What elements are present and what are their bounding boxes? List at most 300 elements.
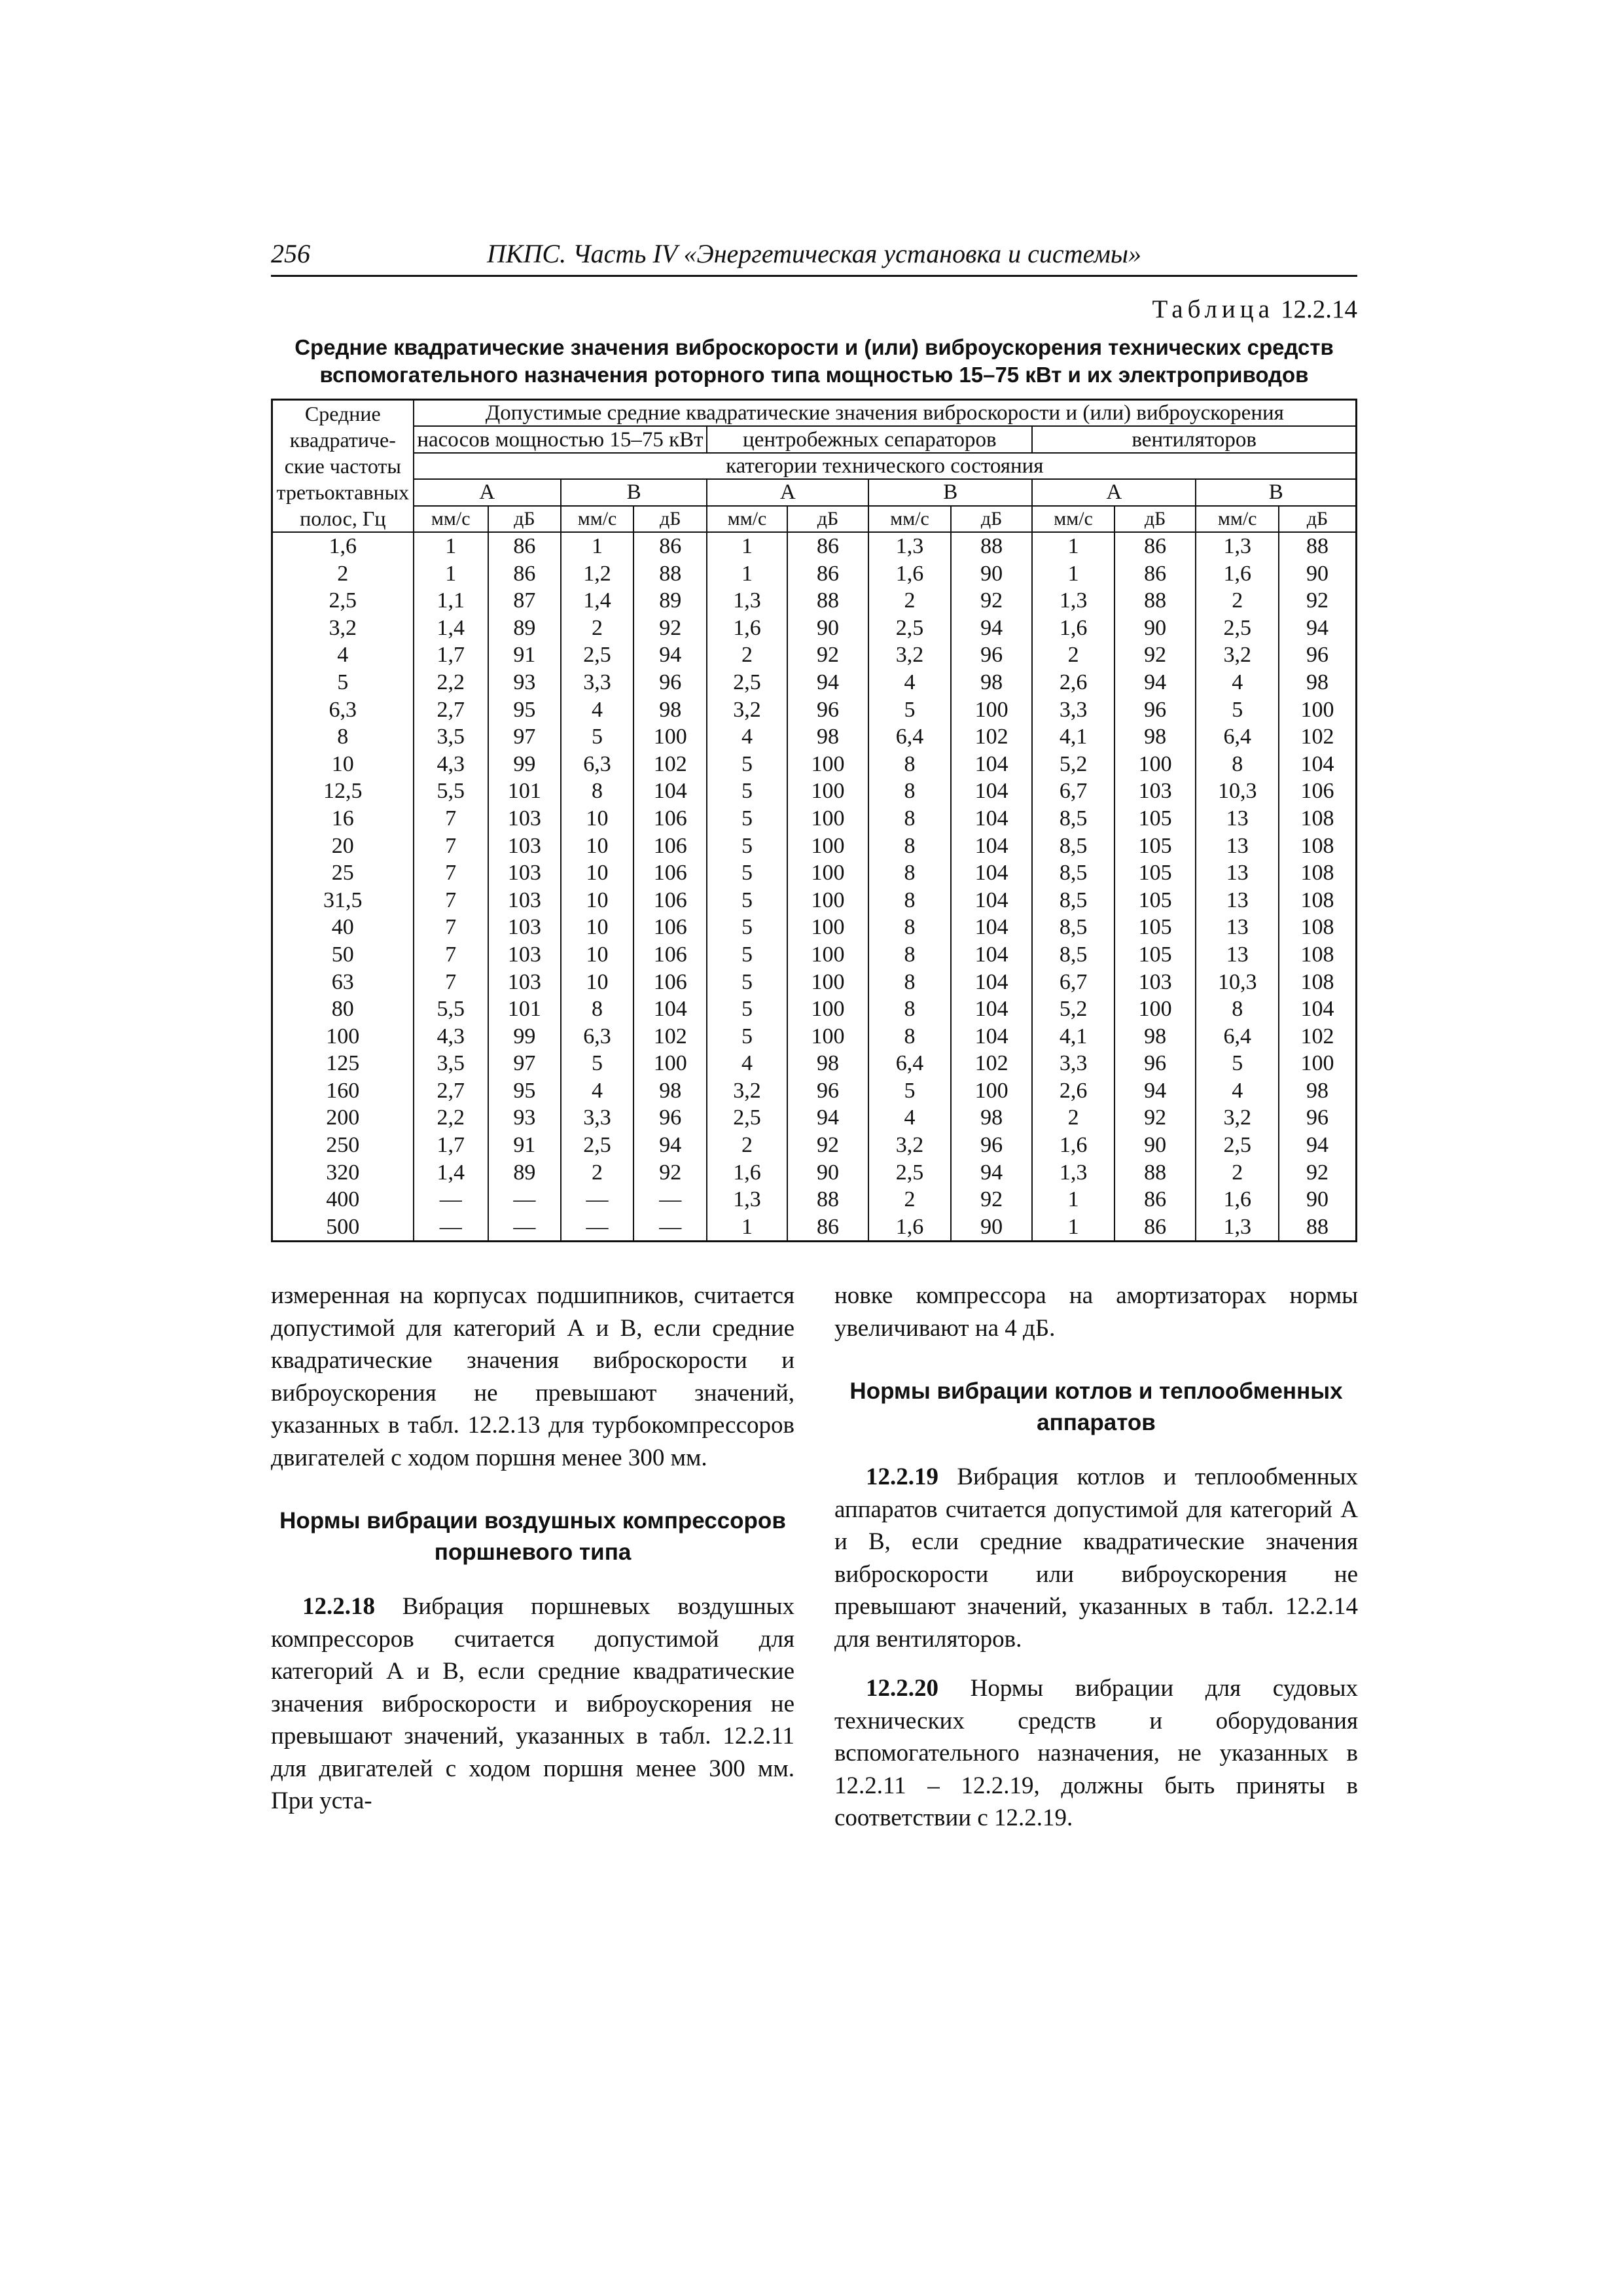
value-cell: 2 bbox=[707, 641, 787, 669]
value-cell: 1,3 bbox=[1196, 532, 1279, 560]
section-heading: Нормы вибрации воздушных компрессоров поршневого типа bbox=[279, 1508, 786, 1565]
frequency-cell: 500 bbox=[272, 1213, 414, 1242]
value-cell: 86 bbox=[787, 1213, 869, 1242]
table-row bbox=[272, 641, 1357, 669]
value-cell: 108 bbox=[1279, 887, 1357, 914]
value-cell: 105 bbox=[1115, 941, 1196, 969]
value-cell: 86 bbox=[1115, 1213, 1196, 1242]
value-cell: 4 bbox=[1196, 1077, 1279, 1105]
unit-label: мм/с bbox=[561, 506, 633, 532]
value-cell: 4,3 bbox=[414, 1023, 488, 1050]
table-row bbox=[272, 887, 1357, 914]
value-cell: 98 bbox=[1279, 1077, 1357, 1105]
value-cell: 105 bbox=[1115, 805, 1196, 833]
value-cell: 106 bbox=[1279, 778, 1357, 805]
unit-label: мм/с bbox=[414, 506, 488, 532]
value-cell: 94 bbox=[787, 1104, 869, 1132]
table-row bbox=[272, 1077, 1357, 1105]
value-cell: 86 bbox=[787, 532, 869, 560]
value-cell: 94 bbox=[1279, 1132, 1357, 1159]
frequency-cell: 8 bbox=[272, 723, 414, 751]
frequency-cell: 12,5 bbox=[272, 778, 414, 805]
table-row bbox=[272, 859, 1357, 887]
value-cell: 86 bbox=[633, 532, 707, 560]
value-cell: 89 bbox=[488, 615, 561, 642]
table-row bbox=[272, 1186, 1357, 1213]
value-cell: 3,2 bbox=[707, 696, 787, 724]
category-label: А bbox=[1032, 479, 1196, 505]
category-header: категории технического состояния bbox=[414, 453, 1357, 479]
table-row bbox=[272, 941, 1357, 969]
value-cell: 86 bbox=[1115, 1186, 1196, 1213]
clause-text: Вибрация котлов и теплообменных аппаратов считается допустимой для категорий А и В, если средние квадратические значения виброскорости или виброускорения не превышают значений, указанных в табл. 12.2.14 для вентиляторов. bbox=[834, 1463, 1358, 1653]
section-heading: Нормы вибрации котлов и теплообменных аппаратов bbox=[849, 1378, 1343, 1435]
value-cell: 90 bbox=[1115, 1132, 1196, 1159]
value-cell: 102 bbox=[951, 1050, 1033, 1077]
value-cell: 96 bbox=[633, 1104, 707, 1132]
value-cell: 3,2 bbox=[868, 641, 951, 669]
value-cell: 100 bbox=[787, 805, 869, 833]
frequency-cell: 160 bbox=[272, 1077, 414, 1105]
value-cell: 5 bbox=[561, 1050, 633, 1077]
value-cell: 97 bbox=[488, 1050, 561, 1077]
value-cell: 100 bbox=[633, 1050, 707, 1077]
value-cell: 2,5 bbox=[1196, 1132, 1279, 1159]
frequency-cell: 200 bbox=[272, 1104, 414, 1132]
value-cell: 104 bbox=[633, 996, 707, 1023]
value-cell: — bbox=[414, 1186, 488, 1213]
value-cell: 90 bbox=[1279, 560, 1357, 588]
row-header-line: Средние bbox=[304, 402, 381, 425]
value-cell: 103 bbox=[488, 941, 561, 969]
value-cell: 98 bbox=[1115, 1023, 1196, 1050]
value-cell: — bbox=[561, 1213, 633, 1242]
value-cell: 1,4 bbox=[561, 587, 633, 615]
value-cell: 100 bbox=[1115, 751, 1196, 778]
value-cell: 2,5 bbox=[868, 615, 951, 642]
value-cell: 5 bbox=[868, 696, 951, 724]
value-cell: 100 bbox=[787, 751, 869, 778]
value-cell: 8 bbox=[868, 833, 951, 860]
table-row bbox=[272, 1132, 1357, 1159]
table-row bbox=[272, 751, 1357, 778]
value-cell: 104 bbox=[951, 778, 1033, 805]
value-cell: 108 bbox=[1279, 941, 1357, 969]
row-header-line: полос, Гц bbox=[300, 507, 386, 530]
clause-text: Вибрация поршневых воздушных компрессоров считается допустимой для категорий А и В, если средние квадратические значения виброскорости и виброускорения не превышают значений, указанных в табл. 12.2.11 для двигателей с ходом поршня менее 300 мм. При уста- bbox=[271, 1593, 794, 1814]
value-cell: 2,6 bbox=[1032, 1077, 1115, 1105]
table-row bbox=[272, 723, 1357, 751]
value-cell: 3,3 bbox=[1032, 696, 1115, 724]
value-cell: 5 bbox=[707, 751, 787, 778]
value-cell: 90 bbox=[787, 615, 869, 642]
value-cell: 8 bbox=[561, 778, 633, 805]
value-cell: 105 bbox=[1115, 914, 1196, 941]
value-cell: 100 bbox=[1115, 996, 1196, 1023]
value-cell: 106 bbox=[633, 833, 707, 860]
clause-number: 12.2.18 bbox=[302, 1593, 375, 1620]
value-cell: — bbox=[633, 1186, 707, 1213]
value-cell: 100 bbox=[951, 1077, 1033, 1105]
value-cell: 10,3 bbox=[1196, 778, 1279, 805]
table-row bbox=[272, 914, 1357, 941]
value-cell: 8 bbox=[868, 887, 951, 914]
category-label: В bbox=[561, 479, 707, 505]
value-cell: 86 bbox=[488, 560, 561, 588]
value-cell: 8 bbox=[868, 859, 951, 887]
value-cell: 2,7 bbox=[414, 696, 488, 724]
value-cell: 2,5 bbox=[707, 669, 787, 696]
unit-label: дБ bbox=[633, 506, 707, 532]
frequency-cell: 25 bbox=[272, 859, 414, 887]
value-cell: 104 bbox=[1279, 996, 1357, 1023]
value-cell: 8,5 bbox=[1032, 914, 1115, 941]
value-cell: 2 bbox=[868, 587, 951, 615]
value-cell: 95 bbox=[488, 696, 561, 724]
value-cell: 2,6 bbox=[1032, 669, 1115, 696]
value-cell: 88 bbox=[1115, 1159, 1196, 1187]
value-cell: 4 bbox=[707, 1050, 787, 1077]
value-cell: 98 bbox=[951, 1104, 1033, 1132]
value-cell: 1 bbox=[707, 1213, 787, 1242]
frequency-cell: 2,5 bbox=[272, 587, 414, 615]
value-cell: 106 bbox=[633, 941, 707, 969]
value-cell: 1,6 bbox=[1032, 615, 1115, 642]
table-row bbox=[272, 1213, 1357, 1242]
value-cell: 10 bbox=[561, 833, 633, 860]
value-cell: 6,7 bbox=[1032, 969, 1115, 996]
value-cell: 5 bbox=[707, 859, 787, 887]
value-cell: 100 bbox=[1279, 1050, 1357, 1077]
value-cell: 90 bbox=[951, 560, 1033, 588]
value-cell: 106 bbox=[633, 914, 707, 941]
value-cell: 101 bbox=[488, 778, 561, 805]
value-cell: 100 bbox=[787, 1023, 869, 1050]
frequency-cell: 400 bbox=[272, 1186, 414, 1213]
value-cell: 2,2 bbox=[414, 1104, 488, 1132]
frequency-cell: 250 bbox=[272, 1132, 414, 1159]
value-cell: 94 bbox=[1115, 1077, 1196, 1105]
value-cell: 104 bbox=[951, 859, 1033, 887]
value-cell: 96 bbox=[951, 641, 1033, 669]
value-cell: 2,5 bbox=[868, 1159, 951, 1187]
value-cell: 5 bbox=[707, 833, 787, 860]
value-cell: 94 bbox=[633, 641, 707, 669]
value-cell: 1 bbox=[1032, 532, 1115, 560]
value-cell: 8 bbox=[1196, 996, 1279, 1023]
table-title-line: вспомогательного назначения роторного типа мощностью 15–75 кВт и их электроприводов bbox=[319, 363, 1309, 387]
value-cell: 3,3 bbox=[561, 669, 633, 696]
value-cell: 2,5 bbox=[561, 1132, 633, 1159]
value-cell: 1,6 bbox=[868, 560, 951, 588]
table-row bbox=[272, 696, 1357, 724]
unit-label: дБ bbox=[1279, 506, 1357, 532]
paragraph-12-2-18 bbox=[271, 1590, 794, 1818]
value-cell: 102 bbox=[951, 723, 1033, 751]
value-cell: 2,5 bbox=[1196, 615, 1279, 642]
value-cell: 5 bbox=[1196, 696, 1279, 724]
frequency-cell: 2 bbox=[272, 560, 414, 588]
value-cell: 7 bbox=[414, 941, 488, 969]
value-cell: 7 bbox=[414, 914, 488, 941]
value-cell: 5,2 bbox=[1032, 751, 1115, 778]
paragraph: измеренная на корпусах подшипников, считается допустимой для категорий А и В, если средние квадратические значения виброскорости и виброускорения не превышают значений, указанных в табл. 12.2.13 для турбокомпрессоров двигателей с ходом поршня менее 300 мм. bbox=[271, 1282, 794, 1471]
value-cell: 90 bbox=[1279, 1186, 1357, 1213]
value-cell: 103 bbox=[488, 887, 561, 914]
value-cell: 89 bbox=[488, 1159, 561, 1187]
value-cell: 7 bbox=[414, 887, 488, 914]
value-cell: 104 bbox=[633, 778, 707, 805]
value-cell: 2,2 bbox=[414, 669, 488, 696]
value-cell: 105 bbox=[1115, 887, 1196, 914]
value-cell: 7 bbox=[414, 805, 488, 833]
value-cell: — bbox=[488, 1213, 561, 1242]
value-cell: 103 bbox=[488, 805, 561, 833]
value-cell: 104 bbox=[951, 914, 1033, 941]
table-title bbox=[271, 334, 1357, 389]
frequency-cell: 100 bbox=[272, 1023, 414, 1050]
text-column-left bbox=[271, 1280, 794, 1818]
value-cell: 92 bbox=[1115, 1104, 1196, 1132]
value-cell: 100 bbox=[633, 723, 707, 751]
value-cell: 96 bbox=[787, 1077, 869, 1105]
value-cell: 5 bbox=[707, 969, 787, 996]
value-cell: 5 bbox=[707, 887, 787, 914]
value-cell: 8 bbox=[868, 914, 951, 941]
value-cell: 1,1 bbox=[414, 587, 488, 615]
frequency-cell: 125 bbox=[272, 1050, 414, 1077]
value-cell: 1,7 bbox=[414, 641, 488, 669]
value-cell: 100 bbox=[787, 859, 869, 887]
value-cell: 5 bbox=[707, 996, 787, 1023]
table-row bbox=[272, 996, 1357, 1023]
value-cell: 2,5 bbox=[707, 1104, 787, 1132]
value-cell: 90 bbox=[787, 1159, 869, 1187]
value-cell: 8 bbox=[868, 941, 951, 969]
value-cell: 103 bbox=[488, 914, 561, 941]
value-cell: 101 bbox=[488, 996, 561, 1023]
row-header-line: квадратиче- bbox=[289, 428, 396, 452]
value-cell: 6,3 bbox=[561, 1023, 633, 1050]
value-cell: 100 bbox=[1279, 696, 1357, 724]
value-cell: 108 bbox=[1279, 914, 1357, 941]
frequency-cell: 3,2 bbox=[272, 615, 414, 642]
value-cell: 91 bbox=[488, 1132, 561, 1159]
header-row-units bbox=[272, 506, 1357, 532]
value-cell: 8,5 bbox=[1032, 805, 1115, 833]
value-cell: — bbox=[414, 1213, 488, 1242]
paragraph: новке компрессора на амортизаторах нормы увеличивают на 4 дБ. bbox=[834, 1282, 1358, 1342]
group-header-pumps: насосов мощностью 15–75 кВт bbox=[414, 426, 707, 452]
value-cell: 10 bbox=[561, 887, 633, 914]
value-cell: 6,4 bbox=[1196, 723, 1279, 751]
value-cell: 2 bbox=[1032, 641, 1115, 669]
value-cell: 1,6 bbox=[707, 615, 787, 642]
value-cell: 98 bbox=[633, 696, 707, 724]
value-cell: 8,5 bbox=[1032, 833, 1115, 860]
frequency-cell: 6,3 bbox=[272, 696, 414, 724]
category-label: В bbox=[1196, 479, 1356, 505]
value-cell: 100 bbox=[787, 833, 869, 860]
table-title-line: Средние квадратические значения виброскорости и (или) виброускорения технических средств bbox=[294, 335, 1334, 359]
value-cell: 1,6 bbox=[868, 1213, 951, 1242]
value-cell: 8 bbox=[868, 1023, 951, 1050]
frequency-cell: 80 bbox=[272, 996, 414, 1023]
value-cell: 88 bbox=[787, 1186, 869, 1213]
value-cell: 7 bbox=[414, 859, 488, 887]
value-cell: 10,3 bbox=[1196, 969, 1279, 996]
value-cell: 106 bbox=[633, 805, 707, 833]
value-cell: 13 bbox=[1196, 805, 1279, 833]
value-cell: 5 bbox=[707, 805, 787, 833]
value-cell: 1,3 bbox=[1032, 587, 1115, 615]
value-cell: 93 bbox=[488, 1104, 561, 1132]
table-row bbox=[272, 833, 1357, 860]
value-cell: 13 bbox=[1196, 859, 1279, 887]
table-row bbox=[272, 560, 1357, 588]
text-column-right bbox=[834, 1280, 1358, 1835]
running-header bbox=[271, 234, 1357, 277]
paragraph-12-2-19 bbox=[834, 1461, 1358, 1655]
value-cell: 2 bbox=[1196, 1159, 1279, 1187]
value-cell: 5,2 bbox=[1032, 996, 1115, 1023]
value-cell: 4 bbox=[868, 1104, 951, 1132]
value-cell: 98 bbox=[787, 723, 869, 751]
frequency-cell: 10 bbox=[272, 751, 414, 778]
value-cell: 108 bbox=[1279, 969, 1357, 996]
table-caption bbox=[271, 295, 1357, 324]
value-cell: 10 bbox=[561, 941, 633, 969]
value-cell: 92 bbox=[951, 1186, 1033, 1213]
value-cell: 95 bbox=[488, 1077, 561, 1105]
value-cell: 98 bbox=[951, 669, 1033, 696]
table-row bbox=[272, 615, 1357, 642]
value-cell: 88 bbox=[1115, 587, 1196, 615]
value-cell: 5 bbox=[868, 1077, 951, 1105]
value-cell: 86 bbox=[1115, 560, 1196, 588]
group-header-separators: центробежных сепараторов bbox=[707, 426, 1032, 452]
value-cell: 102 bbox=[1279, 723, 1357, 751]
value-cell: 6,4 bbox=[1196, 1023, 1279, 1050]
unit-label: дБ bbox=[488, 506, 561, 532]
value-cell: 8,5 bbox=[1032, 859, 1115, 887]
unit-label: мм/с bbox=[1032, 506, 1115, 532]
row-header-line: третьоктавных bbox=[276, 480, 410, 504]
unit-label: дБ bbox=[787, 506, 869, 532]
value-cell: 1 bbox=[707, 560, 787, 588]
value-cell: 13 bbox=[1196, 833, 1279, 860]
value-cell: 90 bbox=[1115, 615, 1196, 642]
value-cell: 13 bbox=[1196, 941, 1279, 969]
value-cell: 94 bbox=[1279, 615, 1357, 642]
value-cell: 1,6 bbox=[1032, 1132, 1115, 1159]
value-cell: 4 bbox=[561, 696, 633, 724]
value-cell: 102 bbox=[633, 751, 707, 778]
value-cell: 104 bbox=[951, 887, 1033, 914]
frequency-cell: 50 bbox=[272, 941, 414, 969]
value-cell: 96 bbox=[951, 1132, 1033, 1159]
value-cell: 3,3 bbox=[1032, 1050, 1115, 1077]
table-row bbox=[272, 1023, 1357, 1050]
frequency-cell: 20 bbox=[272, 833, 414, 860]
value-cell: 2 bbox=[707, 1132, 787, 1159]
category-label: А bbox=[414, 479, 561, 505]
value-cell: 5 bbox=[707, 1023, 787, 1050]
table-body bbox=[272, 532, 1357, 1242]
value-cell: 8 bbox=[868, 778, 951, 805]
value-cell: 105 bbox=[1115, 859, 1196, 887]
value-cell: 5 bbox=[1196, 1050, 1279, 1077]
table-caption-number: 12.2.14 bbox=[1281, 295, 1357, 323]
value-cell: 102 bbox=[633, 1023, 707, 1050]
value-cell: 92 bbox=[1279, 1159, 1357, 1187]
value-cell: 100 bbox=[787, 778, 869, 805]
value-cell: 96 bbox=[1279, 641, 1357, 669]
value-cell: 1,6 bbox=[1196, 560, 1279, 588]
clause-number: 12.2.19 bbox=[866, 1463, 938, 1490]
value-cell: 92 bbox=[633, 615, 707, 642]
value-cell: 100 bbox=[951, 696, 1033, 724]
vibration-norms-table bbox=[271, 399, 1357, 1242]
value-cell: 94 bbox=[633, 1132, 707, 1159]
value-cell: 100 bbox=[787, 969, 869, 996]
value-cell: 3,3 bbox=[561, 1104, 633, 1132]
value-cell: 4,1 bbox=[1032, 1023, 1115, 1050]
value-cell: 88 bbox=[1279, 532, 1357, 560]
value-cell: 98 bbox=[1279, 669, 1357, 696]
table-caption-word: Таблица bbox=[1152, 295, 1274, 323]
value-cell: 102 bbox=[1279, 1023, 1357, 1050]
value-cell: 98 bbox=[1115, 723, 1196, 751]
value-cell: 10 bbox=[561, 969, 633, 996]
value-cell: 3,5 bbox=[414, 723, 488, 751]
value-cell: 100 bbox=[787, 996, 869, 1023]
frequency-cell: 4 bbox=[272, 641, 414, 669]
value-cell: 10 bbox=[561, 805, 633, 833]
value-cell: 7 bbox=[414, 833, 488, 860]
value-cell: 4 bbox=[1196, 669, 1279, 696]
value-cell: 1,2 bbox=[561, 560, 633, 588]
value-cell: 4 bbox=[561, 1077, 633, 1105]
value-cell: 1 bbox=[707, 532, 787, 560]
value-cell: 104 bbox=[951, 833, 1033, 860]
top-header: Допустимые средние квадратические значения виброскорости и (или) виброускорения bbox=[414, 400, 1357, 427]
header-row-category bbox=[272, 453, 1357, 479]
value-cell: 86 bbox=[1115, 532, 1196, 560]
value-cell: 13 bbox=[1196, 887, 1279, 914]
value-cell: 5 bbox=[707, 941, 787, 969]
value-cell: 104 bbox=[951, 751, 1033, 778]
value-cell: 90 bbox=[951, 1213, 1033, 1242]
value-cell: 92 bbox=[1115, 641, 1196, 669]
value-cell: 4 bbox=[707, 723, 787, 751]
value-cell: 6,3 bbox=[561, 751, 633, 778]
value-cell: 108 bbox=[1279, 805, 1357, 833]
value-cell: 94 bbox=[1115, 669, 1196, 696]
value-cell: 100 bbox=[787, 941, 869, 969]
unit-label: дБ bbox=[951, 506, 1033, 532]
value-cell: 1,7 bbox=[414, 1132, 488, 1159]
frequency-cell: 1,6 bbox=[272, 532, 414, 560]
value-cell: 3,2 bbox=[1196, 641, 1279, 669]
value-cell: 96 bbox=[1115, 696, 1196, 724]
value-cell: 99 bbox=[488, 751, 561, 778]
frequency-cell: 31,5 bbox=[272, 887, 414, 914]
value-cell: 2,5 bbox=[561, 641, 633, 669]
value-cell: 87 bbox=[488, 587, 561, 615]
value-cell: 106 bbox=[633, 859, 707, 887]
value-cell: 92 bbox=[951, 587, 1033, 615]
